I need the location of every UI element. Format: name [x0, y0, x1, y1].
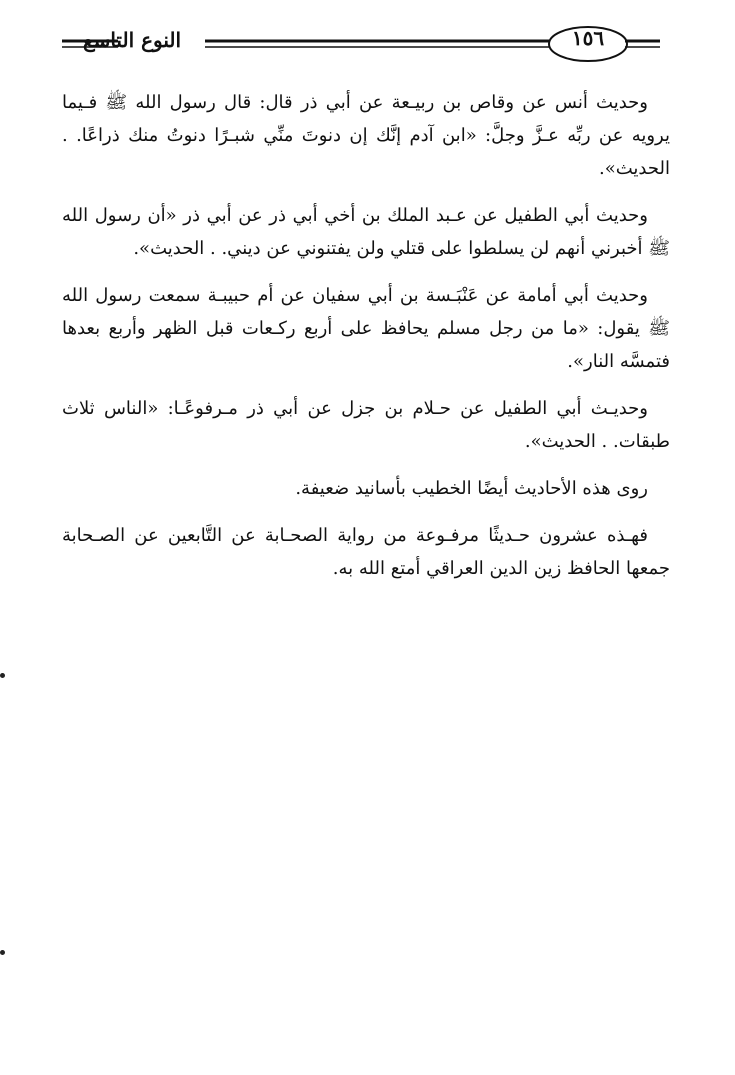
- scan-mark: [0, 673, 5, 678]
- paragraph-hadith-anas: وحديث أنس عن وقاص بن ربيـعة عن أبي ذر قال: قال رسول الله ﷺ فـيما يرويه عن ربِّه عـزَّ وجلَّ: «ابن آدم إنَّك إن دنوتَ منِّي شبـرًا دنوتُ منك ذراعًا. . الحديث».: [62, 92, 670, 179]
- paragraph-hadith-abu-tufail-1: وحديث أبي الطفيل عن عـبد الملك بن أخي أبي ذر عن أبي ذر «أن رسول الله ﷺ أخبرني أنهم لن يسلطوا على قتلي ولن يفتنوني عن ديني. . الحديث».: [62, 205, 670, 259]
- paragraph-hadith-abu-umama: وحديث أبي أمامة عن عَنْبَـسة بن أبي سفيان عن أم حبيبـة سمعت رسول الله ﷺ يقول: «ما من رجل مسلم يحافظ على أربع ركـعات قبل الظهر وأربع بعدها فتمسَّه النار».: [62, 285, 670, 372]
- paragraph-summary: فهـذه عشرون حـديثًا مرفـوعة من رواية الصحـابة عن التَّابعين عن الصـحابة جمعها الحافظ زين الدين العراقي أمتع الله به.: [62, 525, 670, 579]
- scan-mark: [0, 950, 5, 955]
- page-number: ١٥٦: [571, 26, 605, 50]
- page-body: [62, 86, 670, 599]
- chapter-title: النوع التاسع: [82, 28, 182, 52]
- page-header: [0, 22, 735, 72]
- paragraph-khatib-note: روى هذه الأحاديث أيضًا الخطيب بأسانيد ضعيفة.: [295, 478, 648, 499]
- paragraph-hadith-abu-tufail-2: وحديـث أبي الطفيل عن حـلام بن جزل عن أبي ذر مـرفوعًـا: «الناس ثلاث طبقات. . الحديث».: [62, 398, 670, 452]
